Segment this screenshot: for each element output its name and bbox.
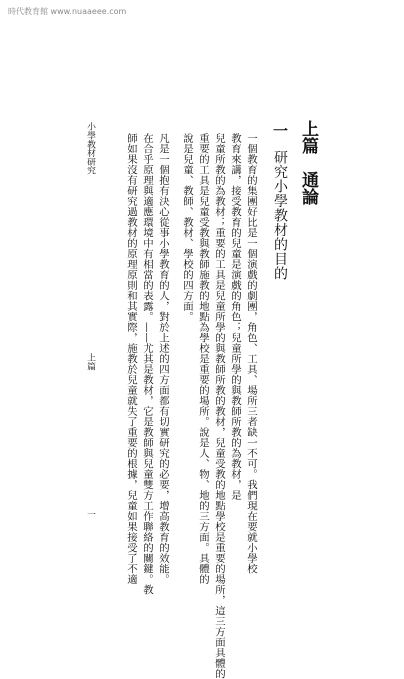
body-line-5: 說是兒童、教師、教材、學校的四方面。 [181, 133, 193, 322]
part-title: 上篇 通論 [298, 120, 318, 205]
body-line-1: 一個教育的集團好比是一個演戲的劇團，角色、工具、場所三者缺一不可。我們現在要就小學校 [245, 133, 257, 574]
watermark: 時代教育館 www.nuaaeee.com [8, 7, 127, 16]
body-line-3: 兒童所教的為教材；重要的工具是兒童所學的與教師所教的教材，兒童受教的地點學校是重要的場所，這三方面具體的 [213, 133, 225, 679]
body-line-8: 師如果沒有研究過教材的原理原則和其實際，施教於兒童就失了重要的根據，兒童如果接受了不適 [125, 133, 137, 585]
body-line-2: 教育來講，接受教育的兒童是演戲的角色；兒童所學的與教師所教的為教材，是 [229, 133, 241, 501]
body-line-4: 重要的工具是兒童受教與教師施教的地點為學校是重要的場所。說是人、物、地的三方面。具體的 [197, 133, 209, 585]
section-number: 一 [271, 123, 289, 138]
page-number: 一 [85, 510, 95, 519]
body-line-6: 凡是一個抱有決心從事小學教育的人，對於上述的四方面都有切實研究的必要，增高教育的效能。 [157, 133, 169, 585]
running-title: 小學教材研究 [85, 122, 95, 175]
body-line-7: 在合乎原理與適應環境中有相當的表露。——尤其是教材，它是教師與兒童雙方工作聯絡的關鍵。教 [141, 133, 153, 595]
running-volume: 上篇 [85, 353, 95, 371]
section-title: 研究小學教材的目的 [272, 150, 288, 281]
